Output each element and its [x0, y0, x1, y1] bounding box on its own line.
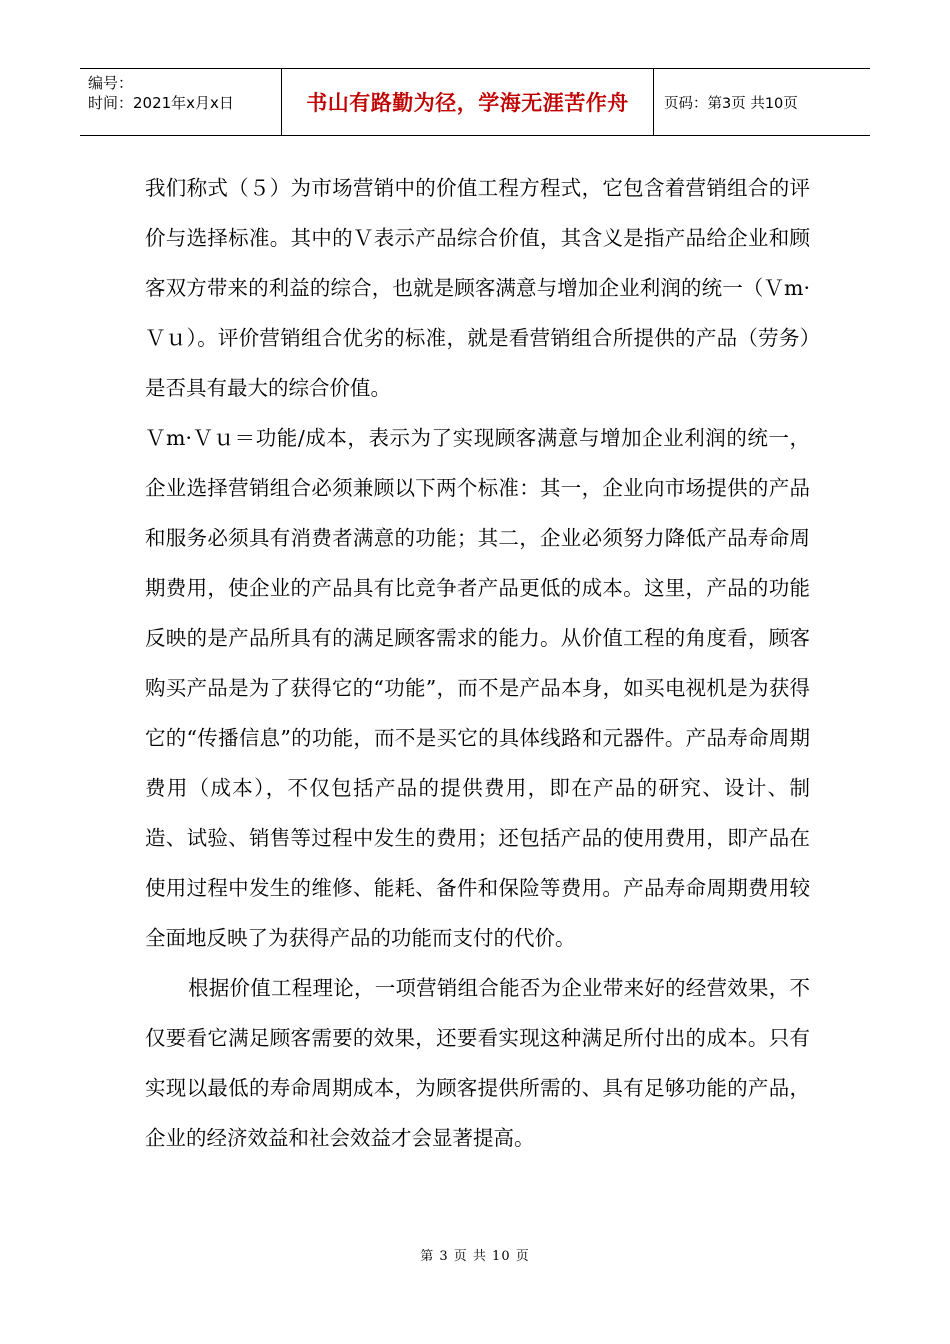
- header-info-cell: [80, 69, 282, 135]
- page-footer: 第 3 页 共 10 页: [420, 1249, 530, 1264]
- document-body: [145, 163, 810, 1163]
- paragraph-value-engineering-theory: 根据价值工程理论，一项营销组合能否为企业带来好的经营效果，不仅要看它满足顾客需要的效果，还要看实现这种满足所付出的成本。只有实现以最低的寿命周期成本，为顾客提供所需的、具有足够功能的产品，企业的经济效益和社会效益才会显著提高。: [145, 976, 810, 1150]
- header-page-number: 页码：第3页 共10页: [664, 95, 798, 112]
- paragraph-value-equation: 我们称式（５）为市场营销中的价值工程方程式，它包含着营销组合的评价与选择标准。其中的Ｖ表示产品综合价值，其含义是指产品给企业和顾客双方带来的利益的综合，也就是顾客满意与增加企业利润的统一（Ｖm·Ｖｕ）。评价营销组合优劣的标准，就是看营销组合所提供的产品（劳务）是否具有最大的综合价值。: [145, 176, 810, 400]
- page-header: [80, 68, 870, 136]
- header-motto: 书山有路勤为径，学海无涯苦作舟: [282, 69, 654, 135]
- paragraph-function-cost: Ｖm·Ｖｕ＝功能/成本，表示为了实现顾客满意与增加企业利润的统一，企业选择营销组合必须兼顾以下两个标准：其一，企业向市场提供的产品和服务必须具有消费者满意的功能；其二，企业必须努力降低产品寿命周期费用，使企业的产品具有比竞争者产品更低的成本。这里，产品的功能反映的是产品所具有的满足顾客需求的能力。从价值工程的角度看，顾客购买产品是为了获得它的“功能”，而不是产品本身，如买电视机是为获得它的“传播信息”的功能，而不是买它的具体线路和元器件。产品寿命周期费用（成本），不仅包括产品的提供费用，即在产品的研究、设计、制造、试验、销售等过程中发生的费用；还包括产品的使用费用，即产品在使用过程中发生的维修、能耗、备件和保险等费用。产品寿命周期费用较全面地反映了为获得产品的功能而支付的代价。: [145, 426, 810, 950]
- document-date-label: 时间：2021年x月x日: [88, 94, 234, 112]
- document-number-label: 编号：: [88, 74, 134, 92]
